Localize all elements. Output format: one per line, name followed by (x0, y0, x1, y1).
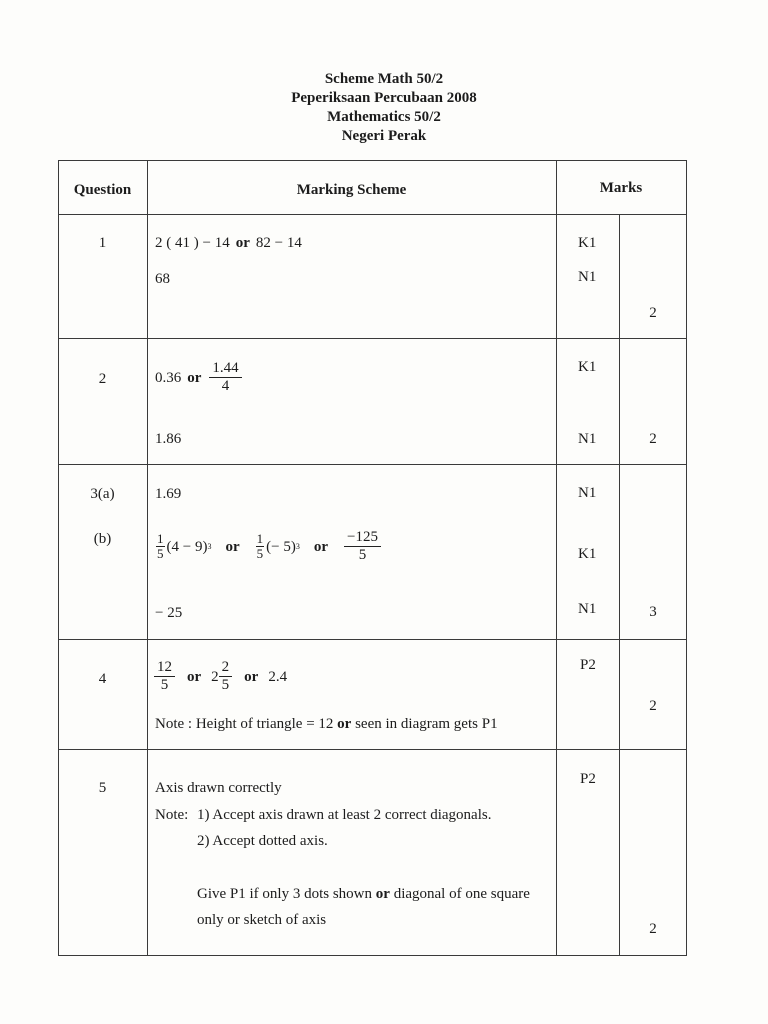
fraction (156, 532, 165, 561)
q2-answer: 1.86 (155, 431, 182, 447)
header-marking-scheme: Marking Scheme (296, 182, 407, 198)
denominator: 5 (358, 547, 367, 563)
or-keyword: or (225, 538, 240, 555)
total-marks: 2 (649, 431, 657, 447)
mixed-number (211, 659, 234, 694)
numerator: −125 (344, 529, 381, 547)
fraction (209, 360, 241, 395)
question-part-b: (b) (93, 531, 112, 547)
header-title: Scheme Math 50/2 (324, 71, 444, 87)
table-border-left (58, 160, 59, 956)
q3b-expression-2: (− 5) (266, 538, 296, 555)
column-divider (147, 160, 148, 956)
q5-give-p1-cont: only or sketch of axis (197, 912, 327, 928)
row-divider (58, 464, 687, 465)
q3b-expression-1: (4 − 9) (166, 538, 208, 555)
header-state: Negeri Perak (341, 128, 427, 144)
q4-note (155, 715, 498, 733)
numerator: 12 (154, 659, 175, 677)
mark-code: N1 (578, 431, 597, 447)
mark-code: N1 (578, 485, 597, 501)
numerator: 1.44 (209, 360, 241, 378)
numerator: 1 (157, 531, 164, 546)
question-number: 1 (98, 235, 107, 251)
fraction (219, 659, 233, 694)
mark-code: K1 (578, 235, 597, 251)
q5-note-2: 2) Accept dotted axis. (197, 833, 328, 849)
or-keyword: or (337, 716, 352, 732)
row-divider (58, 749, 687, 750)
exponent: 3 (295, 541, 300, 551)
q2-step1-a: 0.36 (155, 369, 182, 386)
q5-criterion: Axis drawn correctly (155, 780, 282, 796)
numerator: 2 (219, 659, 233, 677)
denominator: 5 (256, 546, 264, 561)
q1-step1-b: 82 − 14 (255, 235, 302, 251)
q5-note-label: Note: (155, 807, 189, 823)
denominator: 5 (221, 677, 230, 693)
note-text: Give P1 if only 3 dots shown (197, 886, 376, 902)
header-question: Question (73, 182, 132, 198)
mark-code: N1 (578, 269, 597, 285)
fraction (154, 659, 175, 694)
mark-code: K1 (578, 359, 597, 375)
q1-step1-a: 2 ( 41 ) − 14 (155, 235, 230, 251)
numerator: 1 (256, 531, 264, 546)
header-marks: Marks (599, 180, 643, 196)
question-number: 2 (98, 371, 107, 387)
or-keyword: or (313, 538, 328, 555)
q4-working (152, 658, 287, 694)
fraction (344, 529, 381, 564)
question-number: 5 (98, 780, 107, 796)
column-divider (556, 160, 557, 956)
row-divider (58, 338, 687, 339)
denominator: 5 (157, 546, 164, 561)
mark-code: P2 (580, 657, 596, 673)
table-border-bottom (58, 955, 687, 956)
q3b-working (154, 529, 383, 564)
column-divider (619, 214, 620, 956)
or-keyword: or (375, 886, 390, 902)
total-marks: 2 (649, 921, 657, 937)
note-text: Note : Height of triangle = 12 (155, 716, 338, 732)
total-marks: 2 (649, 698, 657, 714)
question-number: 4 (98, 671, 107, 687)
row-divider (58, 639, 687, 640)
q4-decimal: 2.4 (268, 668, 288, 685)
total-marks: 2 (649, 305, 657, 321)
or-keyword: or (187, 668, 202, 685)
note-text: seen in diagram gets P1 (351, 716, 498, 732)
denominator: 5 (160, 677, 169, 693)
or-keyword: or (187, 369, 202, 386)
note-text: diagonal of one square (389, 886, 530, 902)
q5-note-1: 1) Accept axis drawn at least 2 correct diagonals. (197, 807, 492, 823)
mark-code: P2 (580, 771, 596, 787)
q3b-answer: − 25 (155, 605, 183, 621)
table-header-divider (58, 214, 687, 215)
q1-answer: 68 (155, 271, 170, 287)
document-header (0, 70, 768, 146)
exponent: 3 (207, 541, 212, 551)
mark-code: N1 (578, 601, 597, 617)
header-subject: Mathematics 50/2 (327, 109, 441, 125)
fraction (256, 532, 265, 561)
q3a-answer: 1.69 (155, 486, 182, 502)
q1-working (155, 234, 302, 252)
or-keyword: or (235, 235, 250, 251)
denominator: 4 (221, 378, 230, 394)
or-keyword: or (244, 668, 259, 685)
question-part-a: 3(a) (90, 486, 115, 502)
table-border-top (58, 160, 687, 161)
q5-give-p1 (197, 885, 530, 903)
mixed-whole: 2 (211, 668, 219, 685)
q2-working (155, 360, 244, 395)
total-marks: 3 (649, 604, 657, 620)
mark-code: K1 (578, 546, 597, 562)
table-border-right (686, 160, 687, 956)
header-exam: Peperiksaan Percubaan 2008 (291, 90, 477, 106)
